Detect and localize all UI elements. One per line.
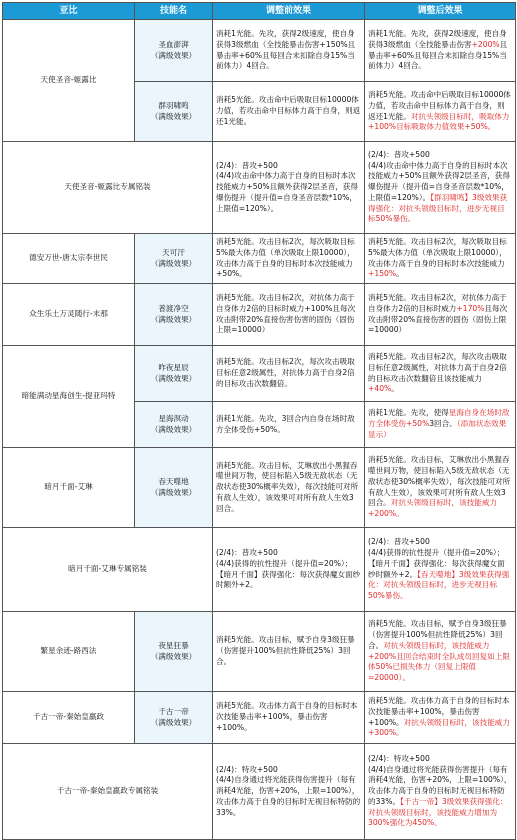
header-after: 调整后效果 (365, 3, 516, 20)
changed-text: 对抗头领级目标时，该技能威力+200%。 (368, 498, 498, 519)
after-text: 消耗5光能。攻击目标，艾琳放出小黑猩吞噬世间万物，使目标陷入5级无敌状态（无敌状态使30%概率失效），每次技能可对所有敌人生效），该效果可对所有敌人生效3回合。对抗头领级目标时，该技能威力+200%。 (365, 448, 516, 528)
after-text: (2/4)：普攻+500 (4/4)获得的抗性提升（提升值=20%）；【暗月千面】获得强化：每次获得魔女面纱时额外+2。【吞天噬地】3级效果获得强化：对抗头领级目标时，进步无视目标50%暴伤。 (365, 528, 516, 612)
after-text: 消耗5光能。攻击目标，赋予自身3级狂暴（伤害提升100%但抗性降低25%）3回合。对抗头领级目标时，该技能威力+200%且回合结束时全队成员回复如上限体50%已损失体力（回复上限值=20000）。 (365, 612, 516, 692)
changed-text: 【吞天噬地】3级效果获得强化：对抗头领级目标时，进步无视目标50%暴伤。 (368, 569, 510, 601)
skill-name: 天可汗 （满级效果） (135, 234, 213, 284)
header-pet: 亚比 (3, 3, 135, 20)
table-row (3, 744, 516, 840)
pet-name: 天使圣音-姬露比 (3, 20, 135, 142)
after-text: (2/4)：特攻+500 (4/4)自身通过将光能获得伤害提升（每有消耗4光能，伤害+20%，上限=100%），攻击体力高于自身的目标时无视目标特防的33%。【千古一帝】3级效果获得强化：对抗头领级目标时，该技能威力增加为300%强化为450%。 (365, 744, 516, 840)
table-row (3, 284, 516, 346)
header-before: 调整前效果 (213, 3, 365, 20)
pet-name: 千古一帝-秦始皇嬴政 (3, 692, 135, 744)
before-text: 消耗5光能。攻击目标，赋予自身3级狂暴（伤害提升100%但抗性降低25%）3回合。 (213, 612, 365, 692)
changed-text: +200% (471, 39, 500, 49)
before-text: (2/4)：普攻+500 (4/4)获得的抗性提升（提升值=20%）；【暗月千面】获得强化：每次获得魔女面纱时额外+2。 (213, 528, 365, 612)
before-text: 消耗1光能。先攻，获得2级速度，使自身获得3级燃血（全技能暴击伤害+150%且暴击率+60%且每回合末扣除自身15%当前体力）4回合。 (213, 20, 365, 82)
changed-text: 星海自身在场时敌方全体受伤+50% (368, 408, 510, 429)
table-row (3, 346, 516, 402)
before-text: (2/4)：特攻+500 (4/4)自身通过将光能获得伤害提升（每有消耗4光能，伤害+20%，上限=100%），攻击体力高于自身的目标时无视目标特防的33%。 (213, 744, 365, 840)
pet-name: 暗月千面-艾琳专属铭装 (3, 528, 213, 612)
table-row (3, 612, 516, 692)
skill-name: 千古一帝 （满级效果） (135, 692, 213, 744)
balance-change-table (2, 2, 516, 840)
skill-name: 星海溟动 （满级效果） (135, 402, 213, 448)
changed-text: 【群羽啸鸣】3级效果获得强化：对抗头领级目标时，进步无视目标50%暴伤。 (368, 192, 508, 224)
before-text: 消耗5光能。攻击命中后吸取目标10000体力值，若攻击命中目标体力高于自身，则返还1光能。 (213, 82, 365, 142)
table-row (3, 692, 516, 744)
header-skill: 技能名 (135, 3, 213, 20)
after-text: 消耗5光能。攻击目标2次，每次攻击吸取目标任意2级属性，对抗体力高于自身2倍的目标攻击次数翻倍且该技能威力+40%。 (365, 346, 516, 402)
changed-note: （添加状态效果显示） (368, 419, 507, 439)
document-page (2, 2, 515, 828)
changed-text: 对抗头领级目标时，该技能威力+200%且回合结束时全队成员回复如上限体50%已损失体力（回复上限值=20000）。 (368, 640, 510, 683)
skill-name: 圣血澎湃 （满级效果） (135, 20, 213, 82)
pet-name: 德安万世-唐太宗李世民 (3, 234, 135, 284)
pet-name: 众生乐土万灵随行-末那 (3, 284, 135, 346)
before-text: 消耗1光能。先攻，3回合内自身在场时敌方全体受伤+50%。 (213, 402, 365, 448)
changed-text: +150% (368, 269, 397, 279)
table-header-row (3, 3, 516, 20)
before-text: 消耗5光能。攻击目标2次，对抗体力高于自身体力2倍的目标时威力+100%且每次攻击附带20%直接伤害伤害的固伤（固伤上限=10000） (213, 284, 365, 346)
after-text: 消耗5光能。攻击命中后吸取目标10000体力值，若攻击命中目标体力高于自身，则返还1光能。对抗头领级目标时，吸取体力+100%目标吸取体力值效果+50%。 (365, 82, 516, 142)
skill-name: 普渡净空 （满级效果） (135, 284, 213, 346)
before-text: (2/4)：普攻+500 (4/4)攻击命中体力高于自身的目标时本次技能威力+50%且额外获得2层圣音，获得爆伤提升（提升值=自身圣音层数*10%，上限值=120%）。 (213, 142, 365, 234)
after-text: (2/4)：普攻+500 (4/4)攻击命中体力高于自身的目标时本次技能威力+50%且额外获得2层圣音，获得爆伤提升（提升值=自身圣音层数*10%，上限值=120%）。【群羽啸鸣】3级效果获得强化：对抗头领级目标时，进步无视目标50%暴伤。 (365, 142, 516, 234)
skill-name: 夜星狂暴 （满级效果） (135, 612, 213, 692)
pet-name: 天使圣音-姬露比专属铭装 (3, 142, 213, 234)
skill-name: 群羽啸鸣 （满级效果） (135, 82, 213, 142)
after-text: 消耗1光能。先攻，获得2级速度，使自身获得3级燃血（全技能暴击伤害+200%且暴击率+60%且每回合末扣除自身15%当前体力）4回合。 (365, 20, 516, 82)
changed-text: 对抗头领级目标时，该技能威力+300%。 (368, 717, 510, 738)
changed-text: 对抗头领级目标时，吸取体力+100%目标吸取体力值效果+50%。 (368, 111, 510, 132)
pet-name: 千古一帝-秦始皇嬴政专属铭装 (3, 744, 213, 840)
skill-name: 昨夜星辰 （满级效果） (135, 346, 213, 402)
table-row (3, 528, 516, 612)
before-text: 消耗5光能。攻击目标2次，每次攻击吸取目标任意2级属性，对抗体力高于自身2倍的目标攻击次数翻倍。 (213, 346, 365, 402)
changed-text: 【千古一帝】3级效果获得强化：对抗头领级目标时，该技能威力增加为300%强化为450%。 (368, 796, 508, 828)
table-row (3, 142, 516, 234)
before-text: 消耗5光能。攻击体力高于自身的目标时本次技能暴击率+100%，暴击伤害+100%。 (213, 692, 365, 744)
before-text: 消耗5光能。攻击目标2次，每次吸取目标5%最大体力值（单次吸取上限10000），攻击体力高于自身的目标时本次技能威力+50%。 (213, 234, 365, 284)
table-row (3, 234, 516, 284)
after-text: 消耗5光能。攻击体力高于自身的目标时本次技能暴击率+100%，暴击伤害+100%。对抗头领级目标时，该技能威力+300%。 (365, 692, 516, 744)
after-text: 消耗5光能。攻击目标2次，每次吸取目标5%最大体力值（单次吸取上限10000），攻击体力高于自身的目标时本次技能威力+150%。 (365, 234, 516, 284)
table-row (3, 20, 516, 82)
after-text: 消耗1光能。先攻，使得星海自身在场时敌方全体受伤+50%3回合。（添加状态效果显示） (365, 402, 516, 448)
before-text: 消耗5光能。攻击目标，艾琳放出小黑猩吞噬世间万物，使目标陷入5级无敌状态（无敌状态使30%概率失效），每次技能可对所有敌人生效），该效果可对所有敌人生效3回合。 (213, 448, 365, 528)
after-text: 消耗5光能。攻击目标2次，对抗体力高于自身体力2倍的目标时威力+170%且每次攻击附带20%直接伤害的固伤（固伤上限=10000） (365, 284, 516, 346)
table-row (3, 448, 516, 528)
changed-text: +170% (456, 303, 485, 313)
changed-text: +40% (368, 384, 392, 394)
pet-name: 暗月千面-艾琳 (3, 448, 135, 528)
skill-name: 吞天噬地 （满级效果） (135, 448, 213, 528)
pet-name: 繁星余迹-路西法 (3, 612, 135, 692)
pet-name: 暗能满动星海创生-提亚玛特 (3, 346, 135, 448)
